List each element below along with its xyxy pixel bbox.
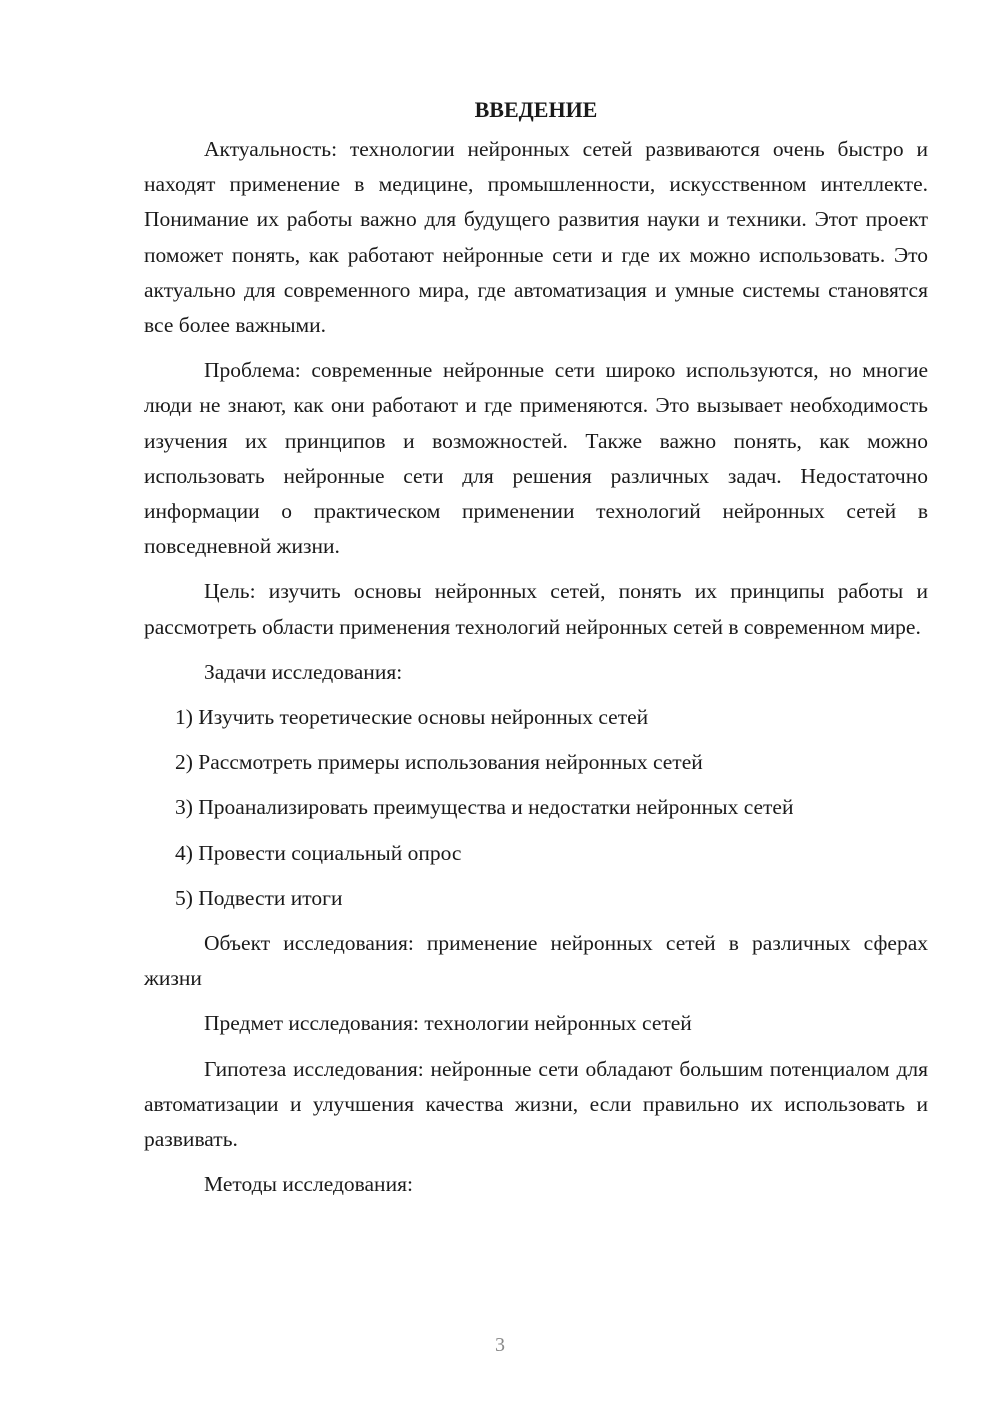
paragraph-goal: Цель: изучить основы нейронных сетей, понять их принципы работы и рассмотреть области применения технологий нейронных сетей в современном мире. (144, 579, 928, 639)
list-item: 1) Изучить теоретические основы нейронных сетей (175, 705, 649, 730)
paragraph-problem: Проблема: современные нейронные сети широко используются, но многие люди не знают, как они работают и где применяются. Это вызывает необходимость изучения их принципов и возможностей. Также важно понять, как можно использовать нейронные сети для решения различных задач. Недостаточно информации о практическом применении технологий нейронных сетей в повседневной жизни. (144, 358, 928, 559)
tasks-heading: Задачи исследования: (204, 659, 403, 684)
methods-heading: Методы исследования: (204, 1172, 413, 1197)
paragraph-relevance: Актуальность: технологии нейронных сетей развиваются очень быстро и находят применение в медицине, промышленности, искусственном интеллекте. Понимание их работы важно для будущего развития науки и техники. Этот проект поможет понять, как работают нейронные сети и где их можно использовать. Это актуально для современного мира, где автоматизация и умные системы становятся все более важными. (144, 137, 928, 338)
page-number: 3 (495, 1334, 505, 1356)
list-item: 4) Провести социальный опрос (175, 840, 462, 865)
section-title: ВВЕДЕНИЕ (474, 97, 598, 122)
list-item: 2) Рассмотреть примеры использования нейронных сетей (175, 750, 703, 775)
document-page (144, 92, 928, 1212)
list-item: 3) Проанализировать преимущества и недостатки нейронных сетей (175, 795, 794, 820)
paragraph-hypothesis: Гипотеза исследования: нейронные сети обладают большим потенциалом для автоматизации и улучшения качества жизни, если правильно их использовать и развивать. (144, 1056, 928, 1152)
paragraph-subject: Предмет исследования: технологии нейронных сетей (204, 1011, 692, 1036)
paragraph-object: Объект исследования: применение нейронных сетей в различных сферах жизни (144, 931, 928, 991)
list-item: 5) Подвести итоги (175, 885, 343, 910)
tasks-list (144, 700, 928, 916)
